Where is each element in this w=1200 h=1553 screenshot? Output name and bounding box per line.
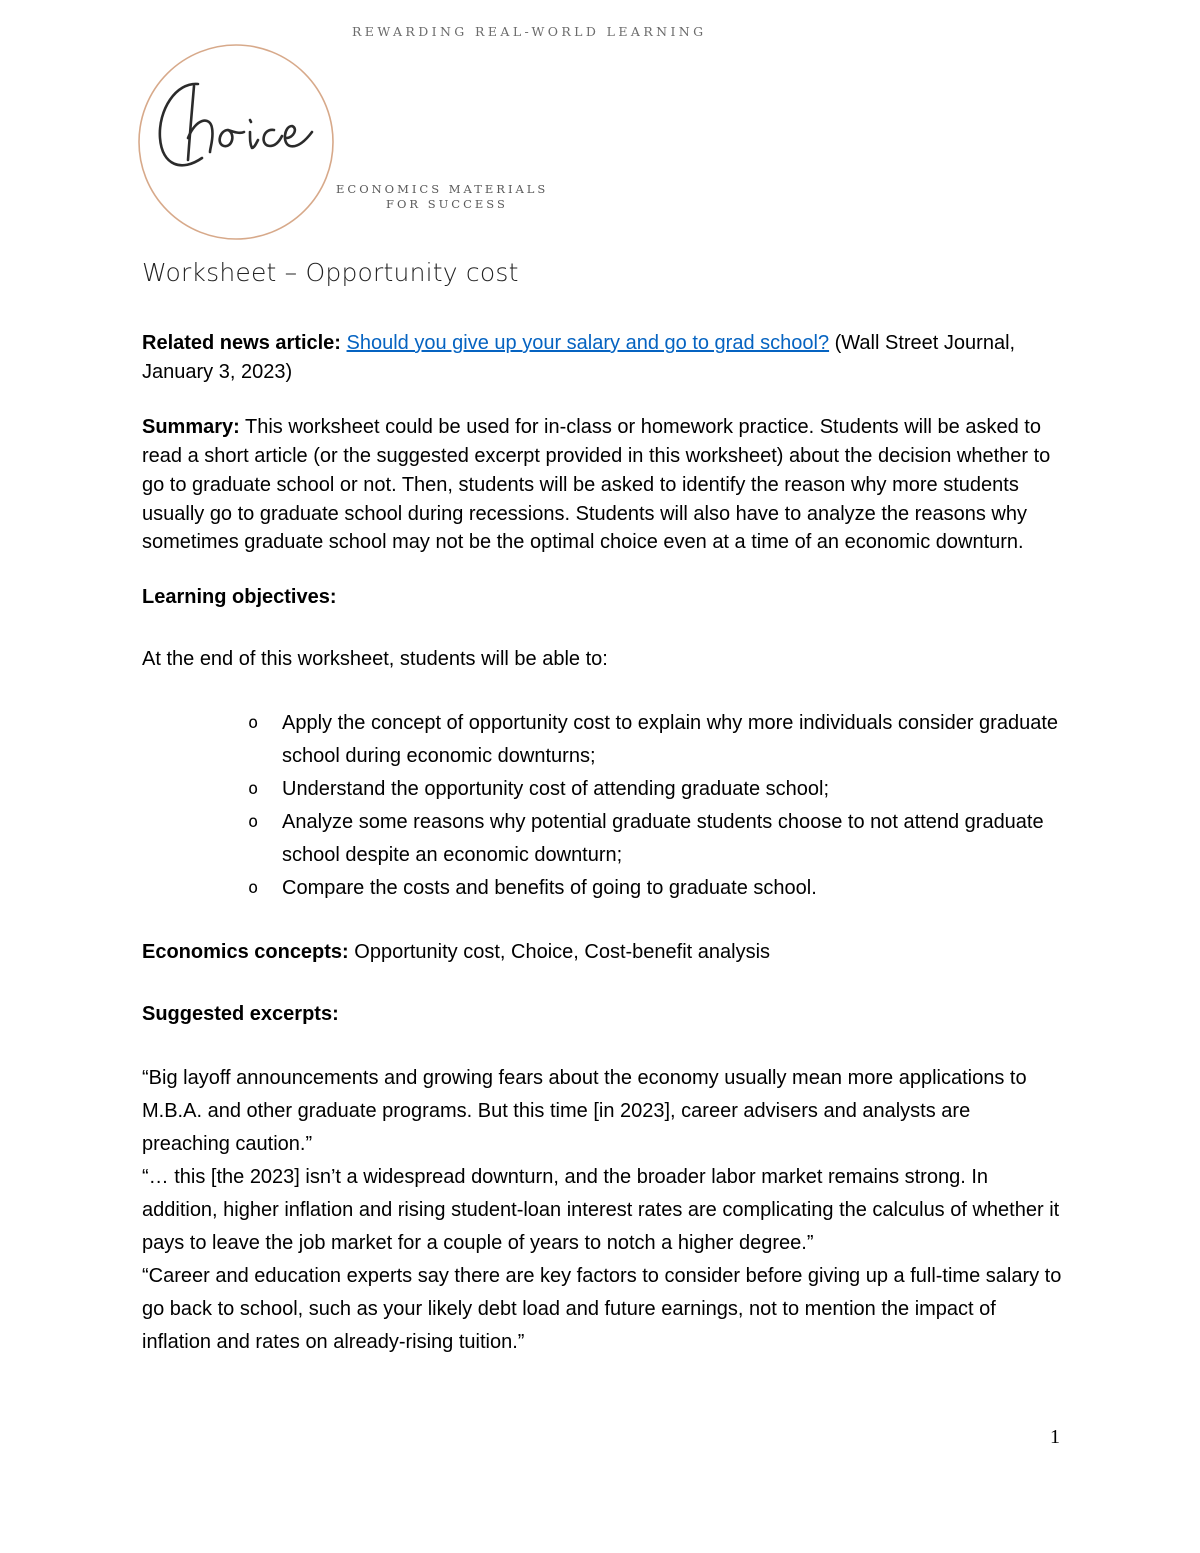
summary-text: This worksheet could be used for in-class or homework practice. Students will be asked to read a short article (or the suggested excerpt provided in this worksheet) about the decision whether to go to graduate school or not. Then, students will be asked to identify the reason why more students usually go to graduate school during recessions. Students will also have to analyze the reasons why sometimes graduate school may not be the optimal choice even at a time of an economic downturn. xyxy=(142,415,1051,554)
objectives-heading: Learning objectives: xyxy=(142,586,337,609)
summary-paragraph xyxy=(142,413,1062,558)
excerpts-heading: Suggested excerpts: xyxy=(142,1003,339,1026)
worksheet-content xyxy=(142,253,1062,1359)
page-number: 1 xyxy=(1050,1426,1060,1448)
logo-subtitle-line1: ECONOMICS MATERIALS xyxy=(336,182,549,196)
excerpt-paragraph: “Career and education experts say there are key factors to consider before giving up a full-time salary to go back to school, such as your likely debt load and future earnings, not to mention the impact of inflation and rates on already-rising tuition.” xyxy=(142,1264,1062,1353)
concepts-label: Economics concepts: xyxy=(142,941,349,964)
page-title: Worksheet – Opportunity cost xyxy=(142,258,519,287)
list-item: o Understand the opportunity cost of attending graduate school; xyxy=(242,773,1062,806)
related-label: Related news article: xyxy=(142,332,341,354)
choice-logo xyxy=(136,20,676,240)
objectives-list xyxy=(142,707,1062,905)
excerpt-paragraph: “… this [the 2023] isn’t a widespread downturn, and the broader labor market remains strong. In addition, higher inflation and rising student-loan interest rates are complicating the calculus of whether it pays to leave the job market for a couple of years to notch a higher degree.” xyxy=(142,1165,1060,1254)
concepts-text: Opportunity cost, Choice, Cost-benefit analysis xyxy=(354,941,771,964)
article-source: (Wall Street Journal, January 3, 2023) xyxy=(142,332,1016,383)
list-item: o Compare the costs and benefits of going to graduate school. xyxy=(242,872,1062,905)
logo-tagline: REWARDING REAL-WORLD LEARNING xyxy=(352,24,707,39)
article-link[interactable]: Should you give up your salary and go to grad school? xyxy=(346,332,830,354)
concepts-paragraph xyxy=(142,938,1062,967)
list-item: o Analyze some reasons why potential graduate students choose to not attend graduate school despite an economic downturn; xyxy=(242,806,1062,872)
logo-subtitle-line2: FOR SUCCESS xyxy=(386,197,508,211)
objectives-intro: At the end of this worksheet, students will be able to: xyxy=(142,648,608,671)
choice-wordmark xyxy=(160,84,312,165)
excerpt-paragraph: “Big layoff announcements and growing fears about the economy usually mean more applications to M.B.A. and other graduate programs. But this time [in 2023], career advisers and analysts are preaching caution.” xyxy=(142,1066,1027,1155)
related-article xyxy=(142,329,1062,387)
excerpts-block xyxy=(142,1062,1062,1359)
summary-label: Summary: xyxy=(142,415,240,438)
list-item: o Apply the concept of opportunity cost to explain why more individuals consider graduate school during economic downturns; xyxy=(242,707,1062,773)
